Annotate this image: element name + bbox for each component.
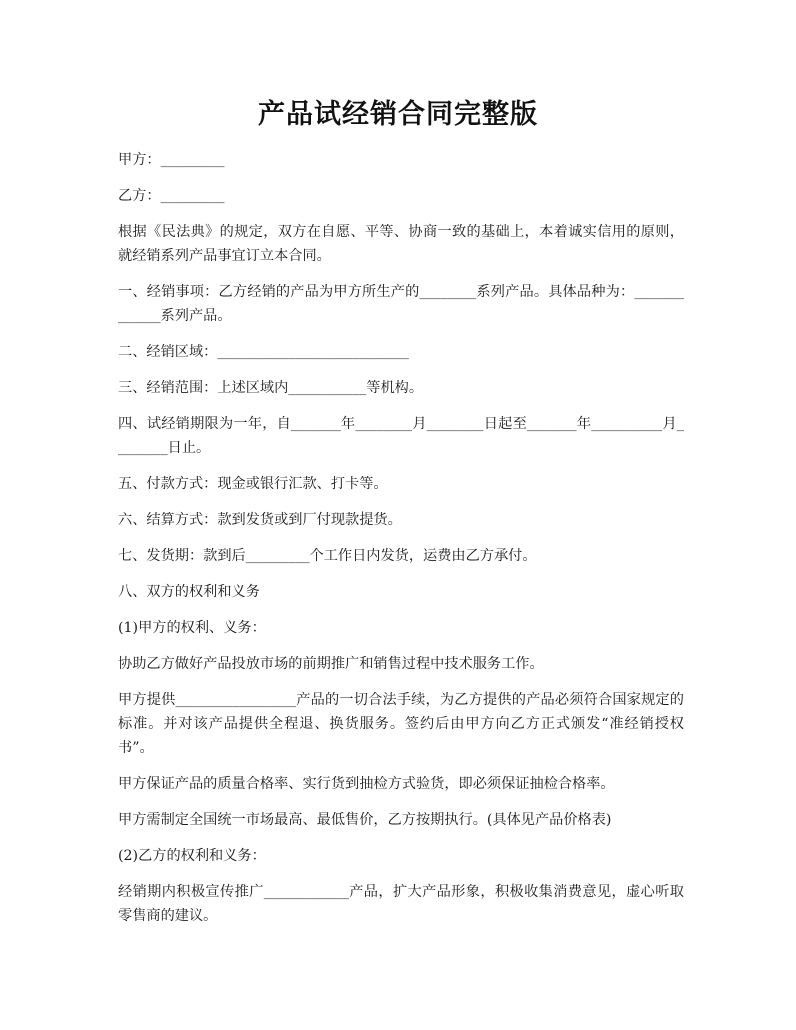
clause-4-paragraph: 四、试经销期限为一年，自_______年________月________日起至_______年__________月________日止。 <box>118 416 684 456</box>
document-body <box>118 148 684 940</box>
party-a-duty-3: 甲方保证产品的质量合格率、实行货到抽检方式验货，即必须保证抽检合格率。 <box>118 776 615 792</box>
clause-2-paragraph: 二、经销区域：___________________________ <box>118 344 409 360</box>
clause-7-paragraph: 七、发货期：款到后_________个工作日内发货，运费由乙方承付。 <box>118 548 537 564</box>
clause-3-paragraph: 三、经销范围：上述区域内___________等机构。 <box>118 380 424 396</box>
clause-8-heading: 八、双方的权利和义务 <box>118 584 260 600</box>
party-b-rights-heading: (2)乙方的权利和义务： <box>118 848 266 864</box>
party-a-duty-4: 甲方需制定全国统一市场最高、最低售价，乙方按期执行。(具体见产品价格表) <box>118 812 612 828</box>
clause-5-paragraph: 五、付款方式：现金或银行汇款、打卡等。 <box>118 476 388 492</box>
preamble-paragraph: 根据《民法典》的规定，双方在自愿、平等、协商一致的基础上，本着诚实信用的原则，就经销系列产品事宜订立本合同。 <box>118 224 684 264</box>
party-a-duty-1: 协助乙方做好产品投放市场的前期推广和销售过程中技术服务工作。 <box>118 656 544 672</box>
clause-1-paragraph: 一、经销事项：乙方经销的产品为甲方所生产的________系列产品。具体品种为：_____________系列产品。 <box>118 284 684 324</box>
clause-6-paragraph: 六、结算方式：款到发货或到厂付现款提货。 <box>118 512 402 528</box>
party-a-rights-heading: (1)甲方的权利、义务： <box>118 620 266 636</box>
party-b-line: 乙方：_________ <box>118 188 225 204</box>
party-a-line: 甲方：_________ <box>118 152 225 168</box>
document-title: 产品试经销合同完整版 <box>258 99 538 130</box>
party-a-duty-2: 甲方提供_________________产品的一切合法手续，为乙方提供的产品必须符合国家规定的标准。并对该产品提供全程退、换货服务。签约后由甲方向乙方正式颁发“准经销授权书”。 <box>118 692 684 756</box>
party-b-duty-1: 经销期内积极宣传推广____________产品，扩大产品形象，积极收集消费意见，虚心听取零售商的建议。 <box>118 884 684 924</box>
